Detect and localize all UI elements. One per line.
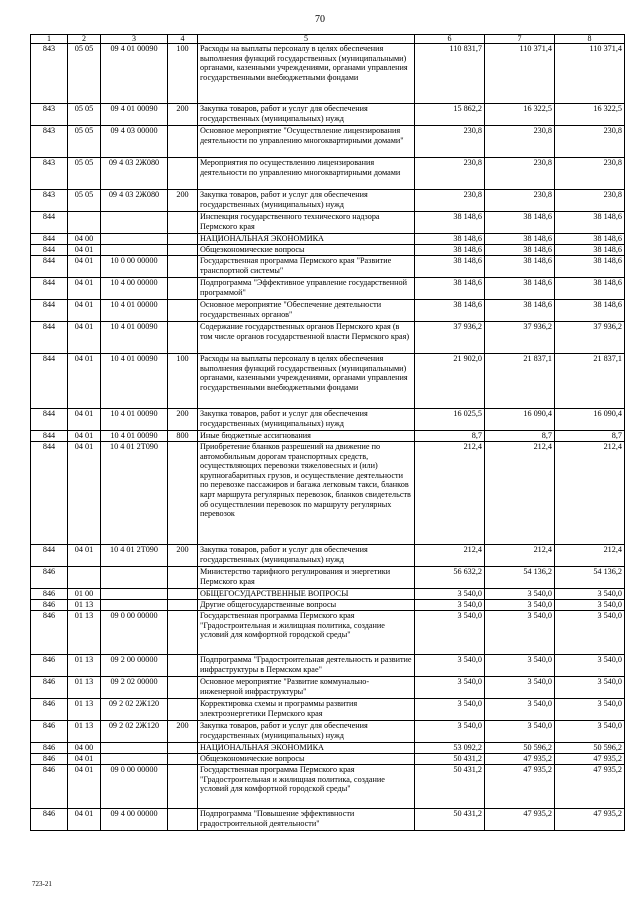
ministry-code-cell: 846	[31, 765, 68, 809]
amount-col6-cell: 230,8	[415, 158, 485, 190]
table-row	[31, 322, 625, 354]
ministry-code-cell: 844	[31, 256, 68, 278]
expense-type-cell	[168, 743, 198, 754]
item-name-cell: Мероприятия по осуществлению лицензирования деятельности по управлению многоквартирными домами	[198, 158, 415, 190]
section-code-cell: 01 13	[68, 611, 101, 655]
header-row	[31, 35, 625, 44]
target-article-cell: 10 4 01 2Т090	[101, 545, 168, 567]
amount-col7-cell: 38 148,6	[485, 245, 555, 256]
ministry-code-cell: 844	[31, 300, 68, 322]
expense-type-cell	[168, 442, 198, 545]
amount-col7-cell: 16 322,5	[485, 104, 555, 126]
section-code-cell: 01 13	[68, 699, 101, 721]
amount-col8-cell: 3 540,0	[555, 721, 625, 743]
amount-col6-cell: 50 431,2	[415, 765, 485, 809]
column-header-3: 3	[101, 35, 168, 44]
target-article-cell: 10 4 00 00000	[101, 278, 168, 300]
section-code-cell	[68, 212, 101, 234]
target-article-cell	[101, 567, 168, 589]
section-code-cell: 04 01	[68, 809, 101, 831]
ministry-code-cell: 844	[31, 212, 68, 234]
section-code-cell: 01 13	[68, 655, 101, 677]
target-article-cell	[101, 234, 168, 245]
section-code-cell: 04 01	[68, 322, 101, 354]
table-row	[31, 158, 625, 190]
amount-col8-cell: 50 596,2	[555, 743, 625, 754]
ministry-code-cell: 846	[31, 699, 68, 721]
column-header-5: 5	[198, 35, 415, 44]
ministry-code-cell: 846	[31, 677, 68, 699]
target-article-cell: 09 4 00 00000	[101, 809, 168, 831]
section-code-cell: 04 01	[68, 545, 101, 567]
ministry-code-cell: 844	[31, 354, 68, 409]
amount-col6-cell: 3 540,0	[415, 699, 485, 721]
ministry-code-cell: 846	[31, 655, 68, 677]
target-article-cell: 09 4 01 00090	[101, 44, 168, 104]
amount-col6-cell: 37 936,2	[415, 322, 485, 354]
amount-col6-cell: 3 540,0	[415, 611, 485, 655]
amount-col7-cell: 38 148,6	[485, 234, 555, 245]
amount-col8-cell: 230,8	[555, 126, 625, 158]
item-name-cell: Закупка товаров, работ и услуг для обеспечения государственных (муниципальных) нужд	[198, 409, 415, 431]
table-row	[31, 655, 625, 677]
amount-col6-cell: 38 148,6	[415, 300, 485, 322]
table-row	[31, 245, 625, 256]
amount-col8-cell: 3 540,0	[555, 600, 625, 611]
target-article-cell: 09 2 00 00000	[101, 655, 168, 677]
section-code-cell: 04 01	[68, 278, 101, 300]
amount-col8-cell: 38 148,6	[555, 278, 625, 300]
target-article-cell: 09 4 03 00000	[101, 126, 168, 158]
amount-col8-cell: 37 936,2	[555, 322, 625, 354]
section-code-cell: 05 05	[68, 158, 101, 190]
table-body	[31, 44, 625, 831]
expense-type-cell	[168, 278, 198, 300]
section-code-cell: 04 01	[68, 442, 101, 545]
target-article-cell: 10 0 00 00000	[101, 256, 168, 278]
item-name-cell: Основное мероприятие "Развитие коммунально-инженерной инфраструктуры"	[198, 677, 415, 699]
expense-type-cell	[168, 677, 198, 699]
amount-col8-cell: 38 148,6	[555, 245, 625, 256]
expense-type-cell	[168, 567, 198, 589]
item-name-cell: Основное мероприятие "Обеспечение деятельности государственных органов"	[198, 300, 415, 322]
amount-col6-cell: 16 025,5	[415, 409, 485, 431]
amount-col6-cell: 38 148,6	[415, 256, 485, 278]
amount-col8-cell: 16 090,4	[555, 409, 625, 431]
amount-col8-cell: 230,8	[555, 190, 625, 212]
item-name-cell: Другие общегосударственные вопросы	[198, 600, 415, 611]
amount-col6-cell: 56 632,2	[415, 567, 485, 589]
amount-col8-cell: 110 371,4	[555, 44, 625, 104]
ministry-code-cell: 846	[31, 754, 68, 765]
item-name-cell: Подпрограмма "Повышение эффективности градостроительной деятельности"	[198, 809, 415, 831]
amount-col6-cell: 3 540,0	[415, 600, 485, 611]
target-article-cell	[101, 589, 168, 600]
table-row	[31, 677, 625, 699]
table-row	[31, 743, 625, 754]
amount-col8-cell: 16 322,5	[555, 104, 625, 126]
amount-col6-cell: 21 902,0	[415, 354, 485, 409]
section-code-cell: 04 00	[68, 743, 101, 754]
expense-type-cell	[168, 126, 198, 158]
amount-col7-cell: 230,8	[485, 126, 555, 158]
amount-col7-cell: 8,7	[485, 431, 555, 442]
expense-type-cell	[168, 754, 198, 765]
amount-col6-cell: 15 862,2	[415, 104, 485, 126]
section-code-cell: 05 05	[68, 126, 101, 158]
table-row	[31, 354, 625, 409]
item-name-cell: Закупка товаров, работ и услуг для обеспечения государственных (муниципальных) нужд	[198, 190, 415, 212]
target-article-cell: 10 4 01 00090	[101, 322, 168, 354]
amount-col6-cell: 38 148,6	[415, 245, 485, 256]
amount-col7-cell: 3 540,0	[485, 655, 555, 677]
item-name-cell: Общеэкономические вопросы	[198, 754, 415, 765]
amount-col6-cell: 230,8	[415, 126, 485, 158]
section-code-cell: 04 01	[68, 245, 101, 256]
section-code-cell: 04 01	[68, 409, 101, 431]
expense-type-cell	[168, 234, 198, 245]
amount-col7-cell: 230,8	[485, 190, 555, 212]
section-code-cell: 01 00	[68, 589, 101, 600]
target-article-cell: 09 2 02 00000	[101, 677, 168, 699]
ministry-code-cell: 843	[31, 126, 68, 158]
section-code-cell: 01 13	[68, 677, 101, 699]
section-code-cell: 05 05	[68, 190, 101, 212]
expense-type-cell	[168, 300, 198, 322]
expense-type-cell	[168, 809, 198, 831]
item-name-cell: Государственная программа Пермского края "Градостроительная и жилищная политика, создание условий для комфортной городской среды"	[198, 611, 415, 655]
item-name-cell: Общеэкономические вопросы	[198, 245, 415, 256]
expense-type-cell: 100	[168, 354, 198, 409]
ministry-code-cell: 843	[31, 190, 68, 212]
ministry-code-cell: 844	[31, 278, 68, 300]
target-article-cell: 10 4 01 00090	[101, 431, 168, 442]
expense-type-cell	[168, 589, 198, 600]
amount-col7-cell: 212,4	[485, 442, 555, 545]
target-article-cell	[101, 743, 168, 754]
table-row	[31, 442, 625, 545]
page-number: 70	[315, 14, 325, 25]
amount-col7-cell: 212,4	[485, 545, 555, 567]
expense-type-cell	[168, 600, 198, 611]
amount-col6-cell: 38 148,6	[415, 212, 485, 234]
target-article-cell: 09 4 03 2Ж080	[101, 158, 168, 190]
amount-col7-cell: 38 148,6	[485, 300, 555, 322]
amount-col7-cell: 38 148,6	[485, 256, 555, 278]
table-row	[31, 234, 625, 245]
column-header-7: 7	[485, 35, 555, 44]
amount-col8-cell: 8,7	[555, 431, 625, 442]
column-header-8: 8	[555, 35, 625, 44]
target-article-cell: 10 4 01 00000	[101, 300, 168, 322]
table-row	[31, 278, 625, 300]
amount-col6-cell: 38 148,6	[415, 234, 485, 245]
expense-type-cell	[168, 322, 198, 354]
table-row	[31, 300, 625, 322]
expense-type-cell: 100	[168, 44, 198, 104]
amount-col7-cell: 3 540,0	[485, 699, 555, 721]
amount-col7-cell: 47 935,2	[485, 754, 555, 765]
amount-col7-cell: 47 935,2	[485, 809, 555, 831]
ministry-code-cell: 844	[31, 431, 68, 442]
amount-col8-cell: 3 540,0	[555, 677, 625, 699]
amount-col7-cell: 3 540,0	[485, 611, 555, 655]
table-row	[31, 409, 625, 431]
amount-col8-cell: 212,4	[555, 545, 625, 567]
expense-type-cell	[168, 212, 198, 234]
target-article-cell	[101, 600, 168, 611]
amount-col7-cell: 3 540,0	[485, 721, 555, 743]
item-name-cell: Закупка товаров, работ и услуг для обеспечения государственных (муниципальных) нужд	[198, 104, 415, 126]
target-article-cell: 09 0 00 00000	[101, 611, 168, 655]
table-row	[31, 567, 625, 589]
table-row	[31, 611, 625, 655]
item-name-cell: Основное мероприятие "Осуществление лицензирования деятельности по управлению многоквартирными домами"	[198, 126, 415, 158]
item-name-cell: Государственная программа Пермского края "Развитие транспортной системы"	[198, 256, 415, 278]
table-row	[31, 44, 625, 104]
amount-col8-cell: 3 540,0	[555, 655, 625, 677]
amount-col7-cell: 230,8	[485, 158, 555, 190]
section-code-cell	[68, 567, 101, 589]
item-name-cell: Подпрограмма "Эффективное управление государственной программой"	[198, 278, 415, 300]
table-row	[31, 754, 625, 765]
column-header-2: 2	[68, 35, 101, 44]
amount-col7-cell: 54 136,2	[485, 567, 555, 589]
ministry-code-cell: 846	[31, 809, 68, 831]
item-name-cell: Государственная программа Пермского края "Градостроительная и жилищная политика, создание условий для комфортной городской среды"	[198, 765, 415, 809]
expense-type-cell	[168, 655, 198, 677]
amount-col6-cell: 212,4	[415, 545, 485, 567]
ministry-code-cell: 844	[31, 545, 68, 567]
ministry-code-cell: 846	[31, 611, 68, 655]
item-name-cell: Корректировка схемы и программы развития электроэнергетики Пермского края	[198, 699, 415, 721]
table-row	[31, 545, 625, 567]
amount-col7-cell: 47 935,2	[485, 765, 555, 809]
table-row	[31, 190, 625, 212]
ministry-code-cell: 844	[31, 409, 68, 431]
amount-col6-cell: 3 540,0	[415, 589, 485, 600]
amount-col8-cell: 212,4	[555, 442, 625, 545]
amount-col7-cell: 38 148,6	[485, 212, 555, 234]
item-name-cell: Министерство тарифного регулирования и энергетики Пермского края	[198, 567, 415, 589]
item-name-cell: Расходы на выплаты персоналу в целях обеспечения выполнения функций государственных (муниципальными) органами, казенными учреждениями, органами управления государственными внебюджетными фондами	[198, 44, 415, 104]
expense-type-cell	[168, 256, 198, 278]
expense-type-cell: 200	[168, 545, 198, 567]
target-article-cell: 10 4 01 00090	[101, 354, 168, 409]
item-name-cell: Инспекция государственного технического надзора Пермского края	[198, 212, 415, 234]
expense-type-cell	[168, 611, 198, 655]
ministry-code-cell: 844	[31, 442, 68, 545]
section-code-cell: 04 00	[68, 234, 101, 245]
amount-col8-cell: 47 935,2	[555, 809, 625, 831]
table-row	[31, 104, 625, 126]
target-article-cell: 10 4 01 2Т090	[101, 442, 168, 545]
table-row	[31, 431, 625, 442]
item-name-cell: Расходы на выплаты персоналу в целях обеспечения выполнения функций государственных (муниципальными) органами, казенными учреждениями, органами управления государственными внебюджетными фондами	[198, 354, 415, 409]
expense-type-cell	[168, 245, 198, 256]
section-code-cell: 04 01	[68, 256, 101, 278]
amount-col7-cell: 21 837,1	[485, 354, 555, 409]
ministry-code-cell: 846	[31, 589, 68, 600]
section-code-cell: 05 05	[68, 44, 101, 104]
table-row	[31, 721, 625, 743]
item-name-cell: ОБЩЕГОСУДАРСТВЕННЫЕ ВОПРОСЫ	[198, 589, 415, 600]
expense-type-cell: 200	[168, 190, 198, 212]
amount-col6-cell: 53 092,2	[415, 743, 485, 754]
amount-col7-cell: 50 596,2	[485, 743, 555, 754]
amount-col8-cell: 54 136,2	[555, 567, 625, 589]
expense-type-cell	[168, 699, 198, 721]
target-article-cell: 09 2 02 2Ж120	[101, 699, 168, 721]
section-code-cell: 04 01	[68, 354, 101, 409]
target-article-cell	[101, 245, 168, 256]
amount-col6-cell: 230,8	[415, 190, 485, 212]
amount-col8-cell: 47 935,2	[555, 754, 625, 765]
table-row	[31, 809, 625, 831]
expense-type-cell	[168, 765, 198, 809]
amount-col6-cell: 50 431,2	[415, 809, 485, 831]
table-row	[31, 765, 625, 809]
ministry-code-cell: 843	[31, 44, 68, 104]
amount-col6-cell: 110 831,7	[415, 44, 485, 104]
expense-type-cell: 200	[168, 104, 198, 126]
amount-col6-cell: 8,7	[415, 431, 485, 442]
section-code-cell: 01 13	[68, 600, 101, 611]
target-article-cell	[101, 212, 168, 234]
item-name-cell: НАЦИОНАЛЬНАЯ ЭКОНОМИКА	[198, 743, 415, 754]
amount-col7-cell: 110 371,4	[485, 44, 555, 104]
amount-col8-cell: 230,8	[555, 158, 625, 190]
item-name-cell: Содержание государственных органов Пермского края (в том числе органов государственной власти Пермского края)	[198, 322, 415, 354]
table-row	[31, 600, 625, 611]
target-article-cell: 10 4 01 00090	[101, 409, 168, 431]
table-row	[31, 126, 625, 158]
section-code-cell: 04 01	[68, 300, 101, 322]
table-row	[31, 589, 625, 600]
expense-type-cell: 200	[168, 409, 198, 431]
amount-col8-cell: 38 148,6	[555, 300, 625, 322]
amount-col7-cell: 3 540,0	[485, 600, 555, 611]
target-article-cell: 09 0 00 00000	[101, 765, 168, 809]
amount-col7-cell: 38 148,6	[485, 278, 555, 300]
amount-col6-cell: 3 540,0	[415, 655, 485, 677]
section-code-cell: 05 05	[68, 104, 101, 126]
footer-code: 723-21	[32, 880, 52, 888]
amount-col8-cell: 38 148,6	[555, 256, 625, 278]
target-article-cell: 09 4 01 00090	[101, 104, 168, 126]
ministry-code-cell: 846	[31, 567, 68, 589]
expense-type-cell: 800	[168, 431, 198, 442]
amount-col7-cell: 16 090,4	[485, 409, 555, 431]
column-header-1: 1	[31, 35, 68, 44]
target-article-cell: 09 2 02 2Ж120	[101, 721, 168, 743]
expense-type-cell: 200	[168, 721, 198, 743]
target-article-cell: 09 4 03 2Ж080	[101, 190, 168, 212]
item-name-cell: Закупка товаров, работ и услуг для обеспечения государственных (муниципальных) нужд	[198, 721, 415, 743]
column-header-4: 4	[168, 35, 198, 44]
table-row	[31, 699, 625, 721]
amount-col8-cell: 21 837,1	[555, 354, 625, 409]
item-name-cell: Закупка товаров, работ и услуг для обеспечения государственных (муниципальных) нужд	[198, 545, 415, 567]
section-code-cell: 04 01	[68, 754, 101, 765]
amount-col7-cell: 3 540,0	[485, 677, 555, 699]
amount-col6-cell: 3 540,0	[415, 677, 485, 699]
section-code-cell: 04 01	[68, 431, 101, 442]
expense-type-cell	[168, 158, 198, 190]
ministry-code-cell: 844	[31, 245, 68, 256]
section-code-cell: 01 13	[68, 721, 101, 743]
amount-col6-cell: 212,4	[415, 442, 485, 545]
ministry-code-cell: 846	[31, 600, 68, 611]
budget-table	[30, 34, 625, 831]
ministry-code-cell: 846	[31, 721, 68, 743]
ministry-code-cell: 843	[31, 104, 68, 126]
ministry-code-cell: 844	[31, 322, 68, 354]
amount-col8-cell: 38 148,6	[555, 234, 625, 245]
section-code-cell: 04 01	[68, 765, 101, 809]
item-name-cell: Приобретение бланков разрешений на движение по автомобильным дорогам транспортных средств, осуществляющих перевозки тяжеловесных и (или) крупногабаритных грузов, и осуществление деятельности по перевозке пассажиров и багажа легковым такси, бланков карт маршрута регулярных перевозок, бланков свидетельств об осуществлении перевозок по маршруту регулярных перевозок	[198, 442, 415, 545]
amount-col8-cell: 3 540,0	[555, 699, 625, 721]
table-row	[31, 256, 625, 278]
ministry-code-cell: 844	[31, 234, 68, 245]
amount-col7-cell: 3 540,0	[485, 589, 555, 600]
amount-col8-cell: 3 540,0	[555, 589, 625, 600]
item-name-cell: НАЦИОНАЛЬНАЯ ЭКОНОМИКА	[198, 234, 415, 245]
amount-col8-cell: 47 935,2	[555, 765, 625, 809]
item-name-cell: Подпрограмма "Градостроительная деятельность и развитие инфраструктуры в Пермском крае"	[198, 655, 415, 677]
ministry-code-cell: 846	[31, 743, 68, 754]
amount-col8-cell: 38 148,6	[555, 212, 625, 234]
target-article-cell	[101, 754, 168, 765]
ministry-code-cell: 843	[31, 158, 68, 190]
table-row	[31, 212, 625, 234]
amount-col7-cell: 37 936,2	[485, 322, 555, 354]
amount-col6-cell: 50 431,2	[415, 754, 485, 765]
amount-col8-cell: 3 540,0	[555, 611, 625, 655]
item-name-cell: Иные бюджетные ассигнования	[198, 431, 415, 442]
amount-col6-cell: 3 540,0	[415, 721, 485, 743]
amount-col6-cell: 38 148,6	[415, 278, 485, 300]
column-header-6: 6	[415, 35, 485, 44]
